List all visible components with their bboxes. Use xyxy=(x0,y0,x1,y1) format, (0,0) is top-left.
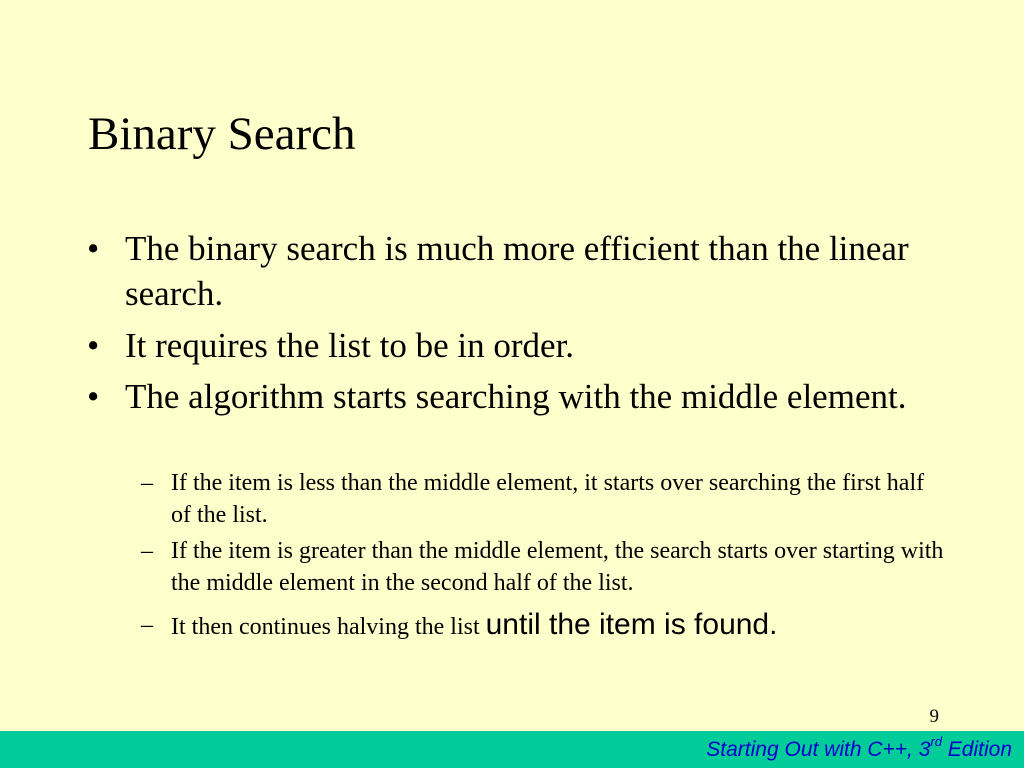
page-number: 9 xyxy=(929,706,939,727)
sub-bullet-text: If the item is greater than the middle element, the search starts over starting with the middle element in the second half of the list. xyxy=(171,538,944,596)
bullet-text: The binary search is much more efficient than the linear search. xyxy=(125,229,909,313)
footer-title-suffix: Edition xyxy=(941,738,1012,761)
footer-title-prefix: Starting Out with C++, 3 xyxy=(706,738,931,761)
sub-bullet-marker: – xyxy=(141,470,153,496)
footer-book-title xyxy=(706,734,1012,763)
bullet-item xyxy=(87,374,925,419)
sub-bullet-item xyxy=(141,535,956,599)
bullet-text: The algorithm starts searching with the middle element. xyxy=(125,377,907,416)
sub-bullet-text: It then continues halving the list xyxy=(171,614,486,640)
sub-bullet-item xyxy=(141,467,931,531)
sub-bullet-marker: – xyxy=(141,612,153,638)
bullet-item xyxy=(87,323,965,368)
sub-bullet-marker: – xyxy=(141,538,153,564)
bullet-marker: • xyxy=(87,229,100,268)
sub-bullet-text-large: until the item is found. xyxy=(485,608,778,641)
sub-bullet-item xyxy=(141,608,971,643)
bullet-marker: • xyxy=(87,377,100,416)
footer-title-superscript: rd xyxy=(930,734,942,749)
slide-title: Binary Search xyxy=(88,108,356,160)
bullet-item xyxy=(87,226,965,316)
footer-bar xyxy=(0,731,1024,768)
bullet-text: It requires the list to be in order. xyxy=(125,326,575,365)
sub-bullet-text: If the item is less than the middle element, it starts over searching the first half of the list. xyxy=(171,470,925,528)
bullet-marker: • xyxy=(87,326,100,365)
